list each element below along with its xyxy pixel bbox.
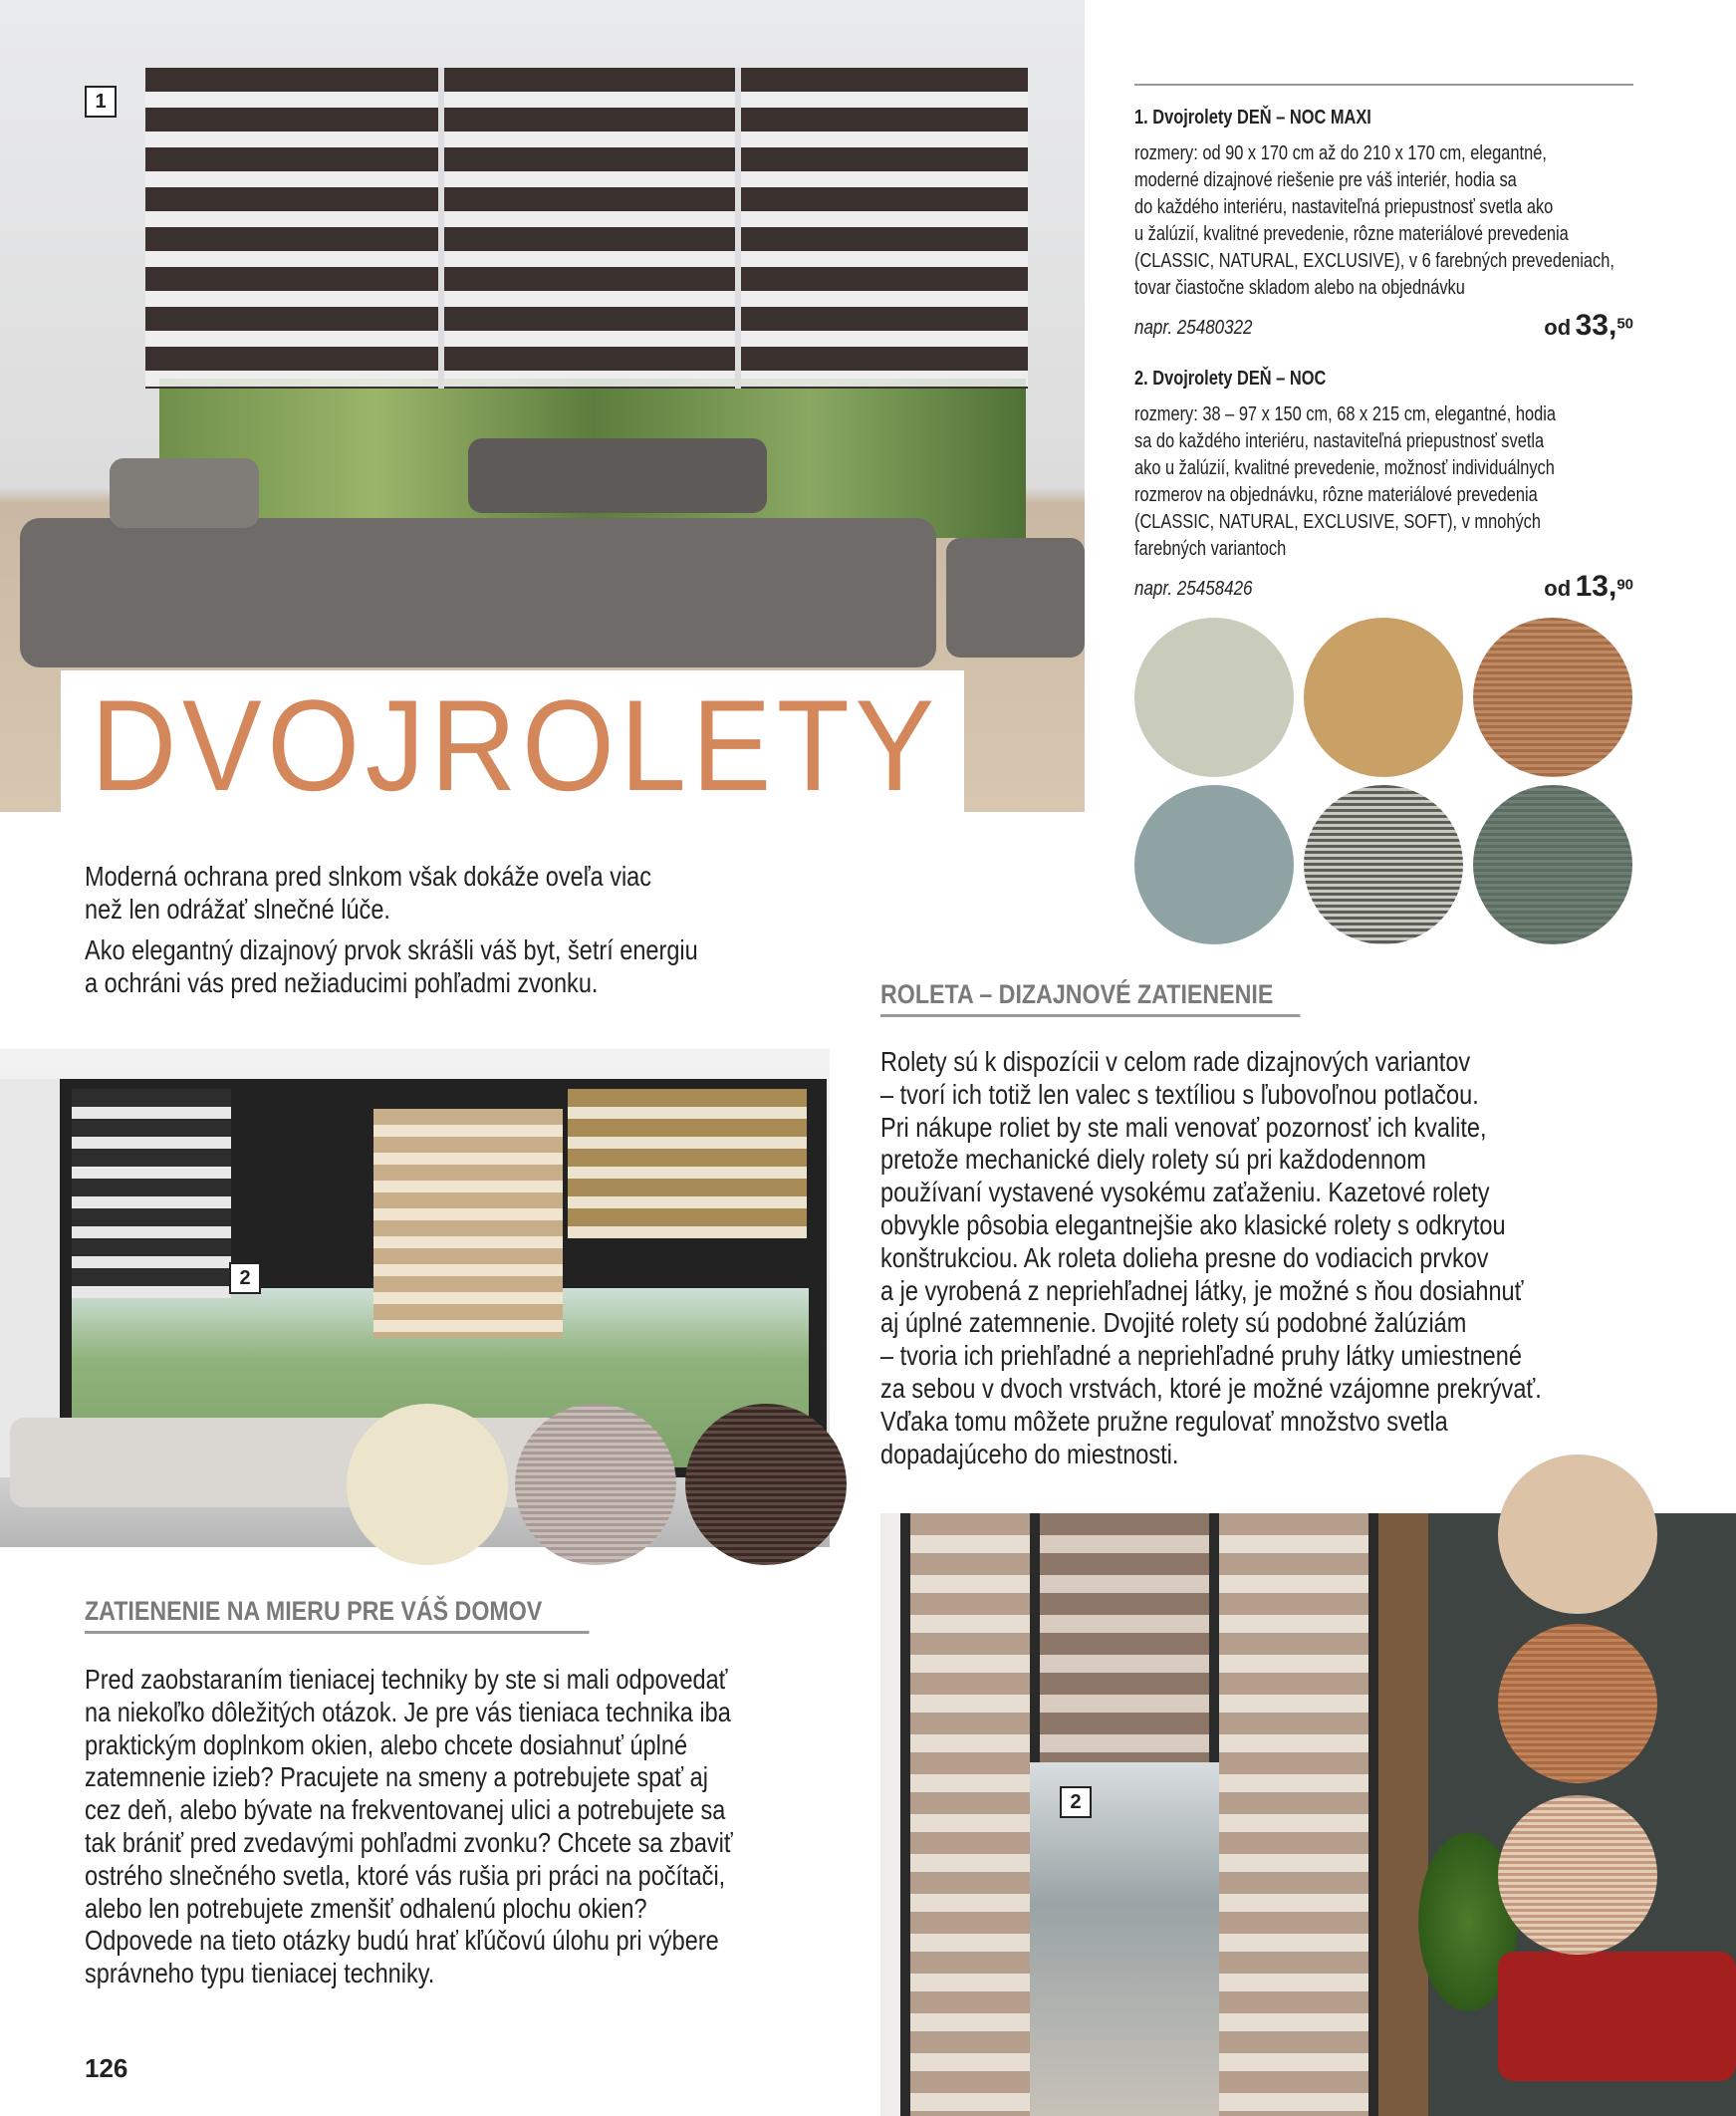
text-line: alebo len potrebujete zmenšiť odhalenú plochu okien?	[85, 1892, 647, 1924]
text-line: dopadajúceho do miestnosti.	[880, 1438, 1179, 1469]
text-line: než len odrážať slnečné lúče.	[85, 893, 390, 925]
product-number-badge: 2	[1060, 1786, 1092, 1818]
product-number-badge: 2	[229, 1262, 261, 1294]
fabric-swatch-rust	[1498, 1624, 1657, 1783]
product-code: napr. 25480322	[1134, 317, 1253, 339]
section-heading-roleta: ROLETA – DIZAJNOVÉ ZATIENENIE	[880, 979, 1300, 1017]
divider	[1134, 84, 1633, 86]
product-code: napr. 25458426	[1134, 578, 1253, 600]
fabric-swatch-cream	[347, 1404, 508, 1565]
intro-paragraph-1	[85, 861, 759, 926]
zebra-blind-beige	[910, 1513, 1030, 2116]
sofa	[20, 518, 936, 667]
fabric-swatch-dark-brown	[685, 1404, 847, 1565]
text-line: tovar čiastočne skladom alebo na objednávku	[1134, 276, 1465, 299]
text-line: Vďaka tomu môžete pružne regulovať množstvo svetla	[880, 1405, 1448, 1437]
fabric-swatch-sand	[1498, 1455, 1657, 1614]
page-title: DVOJROLETY	[91, 672, 940, 818]
title-box	[61, 670, 964, 818]
zebra-blind-gold	[568, 1089, 807, 1238]
text-line: moderné dizajnové riešenie pre váš interiér, hodia sa	[1134, 168, 1517, 191]
zebra-blind-brown	[1040, 1513, 1209, 1762]
text-line: a je vyrobená z nepriehľadnej látky, je možné s ňou dosiahnuť	[880, 1274, 1524, 1306]
text-line: na niekoľko dôležitých otázok. Je pre vás tieniaca technika iba	[85, 1696, 731, 1727]
intro-paragraph-2	[85, 934, 815, 1000]
price-cents: 90	[1616, 576, 1633, 594]
zebra-blind-beige-2	[1219, 1513, 1368, 2116]
text-line: rozmery: 38 – 97 x 150 cm, 68 x 215 cm, elegantné, hodia	[1134, 402, 1556, 425]
text-line: Moderná ochrana pred slnkom však dokáže oveľa viac	[85, 861, 652, 892]
text-line: za sebou v dvoch vrstvách, ktoré je možné vzájomne prekrývať.	[880, 1372, 1542, 1404]
fabric-swatch-gold	[1304, 618, 1463, 777]
product-description	[1134, 139, 1633, 301]
red-sofa	[1498, 1952, 1736, 2081]
zebra-blind-beige	[373, 1109, 563, 1338]
price-main: 13,	[1575, 570, 1617, 603]
text-line: Odpovede na tieto otázky budú hrať kľúčovú úlohu pri výbere	[85, 1925, 719, 1957]
text-line: tak brániť pred zvedavými pohľadmi zvonku? Chcete sa zbaviť	[85, 1826, 733, 1858]
text-line: pretože mechanické diely rolety sú pri každodennom	[880, 1144, 1426, 1176]
price-prefix: od	[1544, 576, 1572, 601]
fabric-swatch-sage	[1134, 618, 1294, 777]
fabric-swatch-peach-striped	[1498, 1795, 1657, 1955]
fabric-swatch-blue-gray	[1134, 785, 1294, 944]
price	[1544, 570, 1633, 604]
text-line: aj úplné zatemnenie. Dvojité rolety sú podobné žalúziám	[880, 1307, 1467, 1339]
fabric-swatch-taupe	[515, 1404, 676, 1565]
text-line: praktickým doplnkom okien, alebo chcete dosiahnuť úplné	[85, 1728, 688, 1760]
text-line: – tvorí ich totiž len valec s textíliou s ľubovoľnou potlačou.	[880, 1078, 1479, 1110]
price-prefix: od	[1544, 315, 1572, 340]
product-title: 1. Dvojrolety DEŇ – NOC MAXI	[1134, 106, 1371, 129]
text-line: – tvoria ich priehľadné a nepriehľadné pruhy látky umiestnené	[880, 1340, 1522, 1372]
fabric-swatch-striped-gray	[1304, 785, 1463, 944]
text-line: (CLASSIC, NATURAL, EXCLUSIVE, SOFT), v mnohých	[1134, 510, 1541, 533]
roleta-paragraph	[880, 1046, 1667, 1470]
page-number: 126	[85, 2053, 128, 2083]
text-line: rozmery: od 90 x 170 cm až do 210 x 170 cm, elegantné,	[1134, 141, 1547, 164]
text-line: cez deň, alebo bývate na frekventovanej ulici a potrebujete sa	[85, 1794, 726, 1826]
curtain	[1378, 1513, 1428, 2116]
section-heading-zatienenie: ZATIENENIE NA MIERU PRE VÁŠ DOMOV	[85, 1596, 590, 1634]
text-line: správneho typu tieniacej techniky.	[85, 1958, 435, 1989]
fabric-swatch-green	[1473, 785, 1632, 944]
text-line: obvykle pôsobia elegantnejšie ako klasické rolety s odkrytou	[880, 1208, 1506, 1240]
zebra-blind-dark	[72, 1089, 231, 1298]
price-main: 33,	[1575, 309, 1617, 342]
product-description	[1134, 400, 1633, 562]
text-line: Ako elegantný dizajnový prvok skrášli váš byt, šetrí energiu	[85, 934, 698, 965]
text-line: a ochráni vás pred nežiaducimi pohľadmi zvonku.	[85, 966, 599, 998]
text-line: ako u žalúzií, kvalitné prevedenie, možnosť individuálnych	[1134, 456, 1555, 479]
text-line: (CLASSIC, NATURAL, EXCLUSIVE), v 6 farebných prevedeniach,	[1134, 249, 1614, 272]
product-1	[1134, 106, 1633, 349]
text-line: konštrukciou. Ak roleta dolieha presne do vodiacich prvkov	[880, 1241, 1489, 1273]
text-line: rozmerov na objednávku, rôzne materiálové prevedenia	[1134, 483, 1538, 506]
text-line: Pri nákupe roliet by ste mali venovať pozornosť ich kvalite,	[880, 1111, 1487, 1143]
product-2	[1134, 367, 1633, 610]
text-line: ostrého slnečného svetla, ktoré vás rušia pri práci na počítači,	[85, 1859, 726, 1891]
product-title: 2. Dvojrolety DEŇ – NOC	[1134, 367, 1327, 390]
zatienenie-paragraph	[85, 1664, 857, 1990]
text-line: zatemnenie izieb? Pracujete na smeny a potrebujete spať aj	[85, 1761, 708, 1793]
text-line: používaní vystavené vysokému zaťaženiu. Kazetové rolety	[880, 1177, 1490, 1208]
roller-blind-zebra	[145, 68, 1028, 389]
price-cents: 50	[1616, 315, 1633, 333]
price	[1544, 309, 1633, 343]
text-line: Rolety sú k dispozícii v celom rade dizajnových variantov	[880, 1046, 1471, 1077]
text-line: Pred zaobstaraním tieniacej techniky by ste si mali odpovedať	[85, 1664, 728, 1695]
text-line: sa do každého interiéru, nastaviteľná priepustnosť svetla	[1134, 429, 1545, 452]
text-line: u žalúzií, kvalitné prevedenie, rôzne materiálové prevedenia	[1134, 222, 1569, 245]
product-number-badge: 1	[85, 86, 117, 118]
text-line: do každého interiéru, nastaviteľná priepustnosť svetla ako	[1134, 195, 1554, 218]
fabric-swatch-copper	[1473, 618, 1632, 777]
text-line: farebných variantoch	[1134, 537, 1287, 560]
